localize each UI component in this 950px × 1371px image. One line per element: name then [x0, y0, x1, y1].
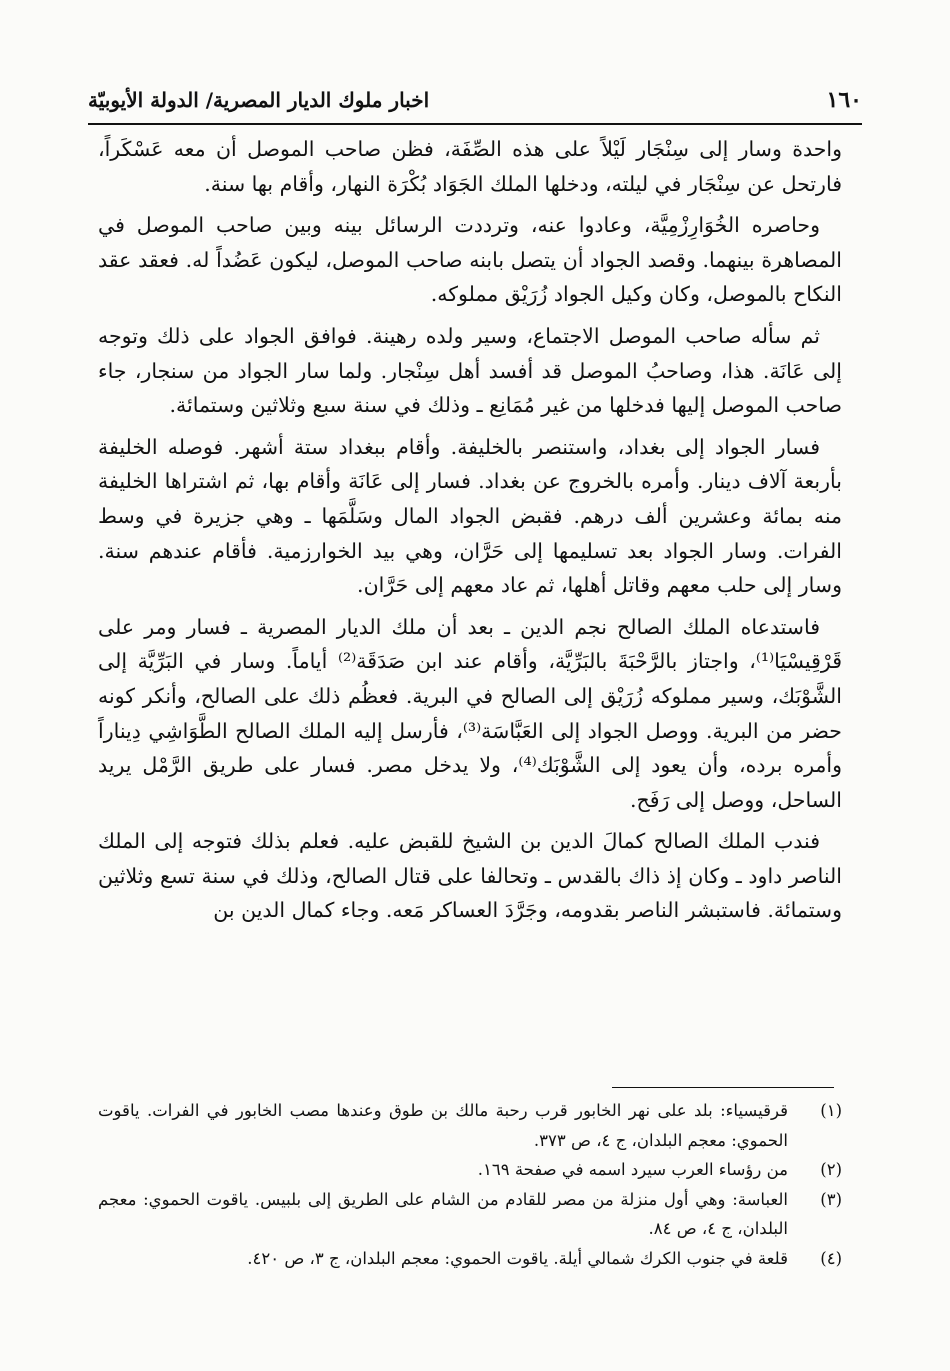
paragraph: فندب الملك الصالح كمالَ الدين بن الشيخ للقبض عليه. فعلم بذلك فتوجه إلى الملك الناصر داود ـ وكان إذ ذاك بالقدس ـ وتحالفا على قتال الصالح، وذلك في سنة تسع وثلاثين وستمائة. فاستبشر الناصر بقدومه، وجَرَّدَ العساكر مَعه. وجاء كمال الدين بن — [98, 829, 842, 923]
main-text — [98, 132, 842, 935]
footnote-text: من رؤساء العرب سيرد اسمه في صفحة ١٦٩. — [477, 1160, 788, 1179]
footnote — [98, 1244, 842, 1274]
page-number: ١٦٠ — [826, 87, 862, 113]
page-header — [88, 80, 862, 120]
footnote — [98, 1096, 842, 1155]
footnote-number: (٢) — [820, 1160, 842, 1179]
footnote-number: (٤) — [820, 1248, 842, 1268]
footnote-text: قلعة في جنوب الكرك شمالي أيلة. ياقوت الحموي: معجم البلدان، ج ٣، ص ٤٢٠. — [247, 1248, 788, 1268]
header-rule — [88, 123, 862, 125]
paragraph: فاستدعاه الملك الصالح نجم الدين ـ بعد أن ملك الديار المصرية ـ فسار ومر على قَرْقِيسْيَا⁽¹⁾، واجتاز بالرَّحْبَةَ بالبَرِّيَّة، وأقام عند ابن صَدَقَة⁽²⁾ أياماً. وسار في البَرِّيَّة إلى الشَّوْبَك، وسير مملوكه زُرَيْق إلى الصالح في البرية. فعظُم ذلك على الصالح، وأنكر كونه حضر من البرية. ووصل الجواد إلى العَبَّاسَة⁽³⁾، فأرسل إليه الملك الصالح الطَّوَاشِي دِيناراً وأمره برده، وأن يعود إلى الشَّوْبَك⁽⁴⁾، ولا يدخل مصر. فسار على طريق الرَّمْل يريد الساحل، ووصل إلى رَفَح. — [98, 614, 842, 812]
footnote — [98, 1185, 842, 1244]
paragraph: واحدة وسار إلى سِنْجَار لَيْلاً على هذه الصِّفَة، فظن صاحب الموصل أن معه عَسْكَراً، فارتحل عن سِنْجَار في ليلته، ودخلها الملك الجَوَاد بُكْرَة النهار، وأقام بها سنة. — [98, 137, 842, 196]
paragraph: وحاصره الخُوَارِزْمِيَّة، وعادوا عنه، وترددت الرسائل بينه وبين صاحب الموصل في المصاهرة بينهما. وقصد الجواد أن يتصل بابنه صاحب الموصل، ليكون عَضُداً له. فعقد عقد النكاح بالموصل، وكان وكيل الجواد زُرَيْق مملوكه. — [98, 213, 842, 307]
footnote-separator — [612, 1087, 834, 1088]
footnote-text: قرقيسياء: بلد على نهر الخابور قرب رحبة مالك بن طوق وعندها مصب الخابور في الفرات. ياقوت الحموي: معجم البلدان، ج ٤، ص ٣٧٣. — [98, 1101, 788, 1150]
running-title: اخبار ملوك الديار المصرية/ الدولة الأيوبيّة — [88, 88, 430, 112]
footnote-text: العباسة: وهي أول منزلة من مصر للقادم من الشام على الطريق إلى بلبيس. ياقوت الحموي: معجم البلدان، ج ٤، ص ٨٤. — [98, 1189, 788, 1238]
footnote-number: (٣) — [820, 1189, 842, 1209]
footnotes — [98, 1096, 842, 1273]
footnote-number: (١) — [820, 1101, 842, 1120]
paragraph: فسار الجواد إلى بغداد، واستنصر بالخليفة. وأقام ببغداد ستة أشهر. فوصله الخليفة بأربعة آلاف دينار. وأمره بالخروج عن بغداد. فسار إلى عَانَة وأقام بها، ثم اشتراها الخليفة منه بمائة وعشرين ألف درهم. فقبض الجواد المال وسَلَّمَها ـ وهي جزيرة في وسط الفرات. وسار الجواد بعد تسليمها إلى حَرَّان، وهي بيد الخوارزمية. فأقام عندهم سنة. وسار إلى حلب معهم وقاتل أهلها، ثم عاد معهم إلى حَرَّان. — [98, 434, 842, 598]
footnote — [98, 1155, 842, 1185]
paragraph: ثم سأله صاحب الموصل الاجتماع، وسير ولده رهينة. فوافق الجواد على ذلك وتوجه إلى عَانَة. هذا، وصاحبُ الموصل قد أفسد أهل سِنْجار. ولما سار الجواد من سنجار، جاء صاحب الموصل إليها فدخلها من غير مُمَانِع ـ وذلك في سنة سبع وثلاثين وستمائة. — [98, 323, 842, 418]
